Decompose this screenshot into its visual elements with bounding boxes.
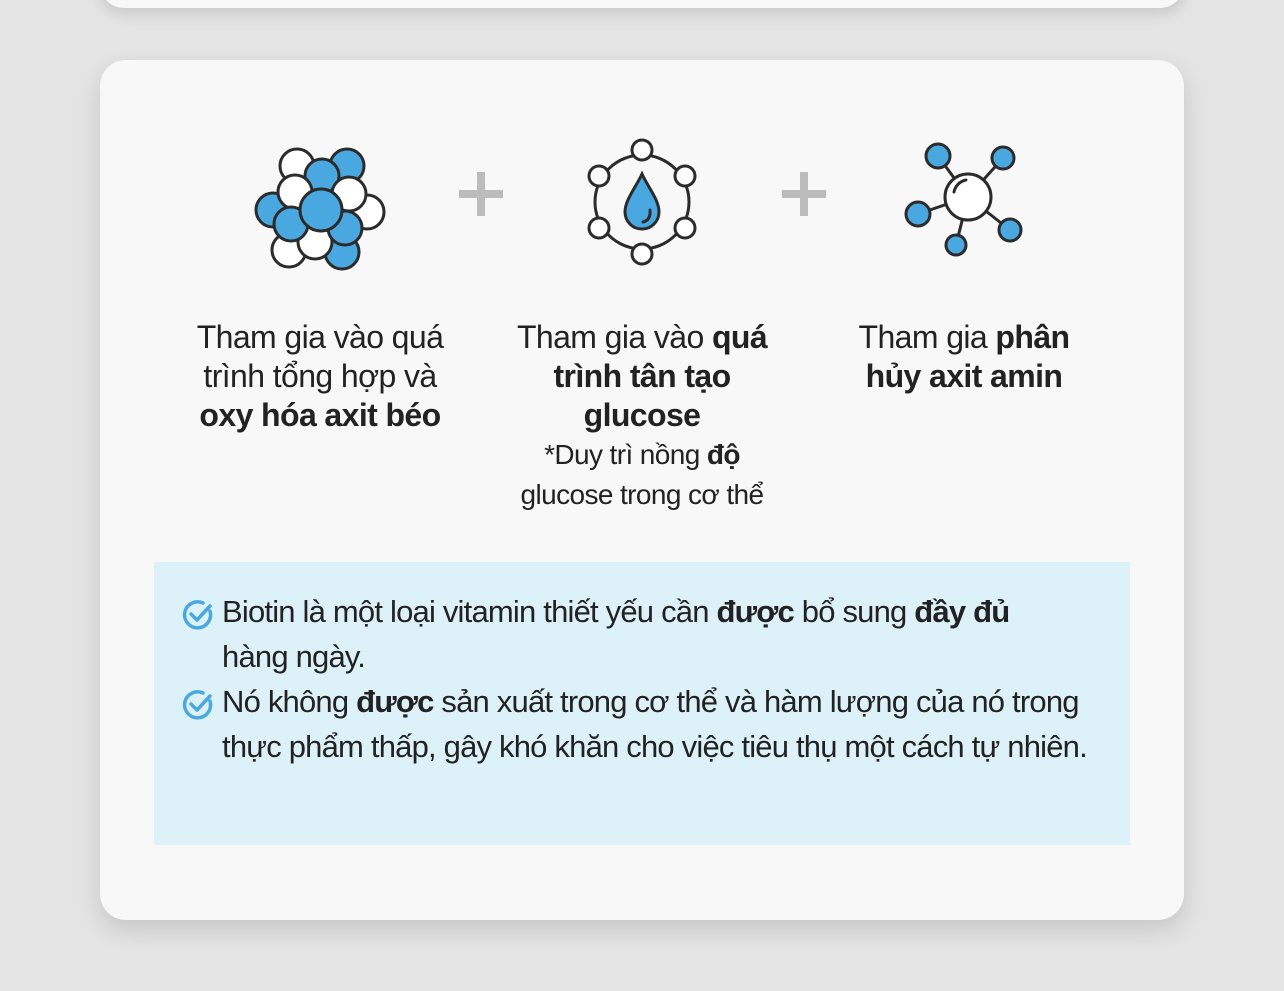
text-span: bổ sung (793, 594, 915, 629)
water-drop-ring-icon (567, 132, 717, 272)
text-span-bold: được (356, 684, 434, 719)
check-circle-icon (181, 598, 215, 632)
text-line-bold: trình tân tạo (553, 358, 731, 394)
plus-icon (780, 170, 828, 218)
text-line-bold: glucose (583, 397, 701, 433)
amino-acid-description (814, 318, 1114, 396)
text-line (814, 318, 1114, 357)
info-item (222, 679, 1102, 769)
text-span: *Duy trì nồng (544, 439, 707, 470)
fatty-acid-description (170, 318, 470, 435)
text-span: sản xuất trong cơ thể và hàm lượng của nó trong thực phẩm thấp, gây khó khăn cho việc tiêu thụ một cách tự nhiên. (222, 684, 1087, 764)
molecule-cluster-icon (245, 132, 395, 272)
text-span: hàng ngày. (222, 639, 366, 674)
text-span-bold: quá (711, 319, 768, 355)
text-line: Tham gia vào quá (196, 319, 444, 355)
text-line (492, 318, 792, 357)
text-span-bold: được (716, 594, 794, 629)
text-span: Tham gia vào (516, 319, 712, 355)
text-span-bold: phân (995, 319, 1070, 355)
info-item (222, 589, 1102, 679)
previous-card (100, 0, 1184, 8)
text-span: Nó không (222, 684, 357, 719)
info-box (154, 562, 1130, 845)
text-line-bold: oxy hóa axit béo (199, 397, 441, 433)
text-span: Biotin là một loại vitamin thiết yếu cần (222, 594, 717, 629)
text-line: glucose trong cơ thể (520, 479, 764, 510)
plus-icon (457, 170, 505, 218)
text-span-bold: đầy đủ (914, 594, 1010, 629)
molecule-network-icon (890, 132, 1040, 272)
text-line: trình tổng hợp và (203, 358, 437, 394)
glucose-note (492, 435, 792, 515)
text-span-bold: độ (706, 439, 740, 470)
glucose-description (492, 318, 792, 515)
text-line (492, 435, 792, 475)
text-span: Tham gia (858, 319, 996, 355)
text-line-bold: hủy axit amin (865, 358, 1063, 394)
check-circle-icon (181, 688, 215, 722)
biotin-function-card (100, 60, 1184, 920)
